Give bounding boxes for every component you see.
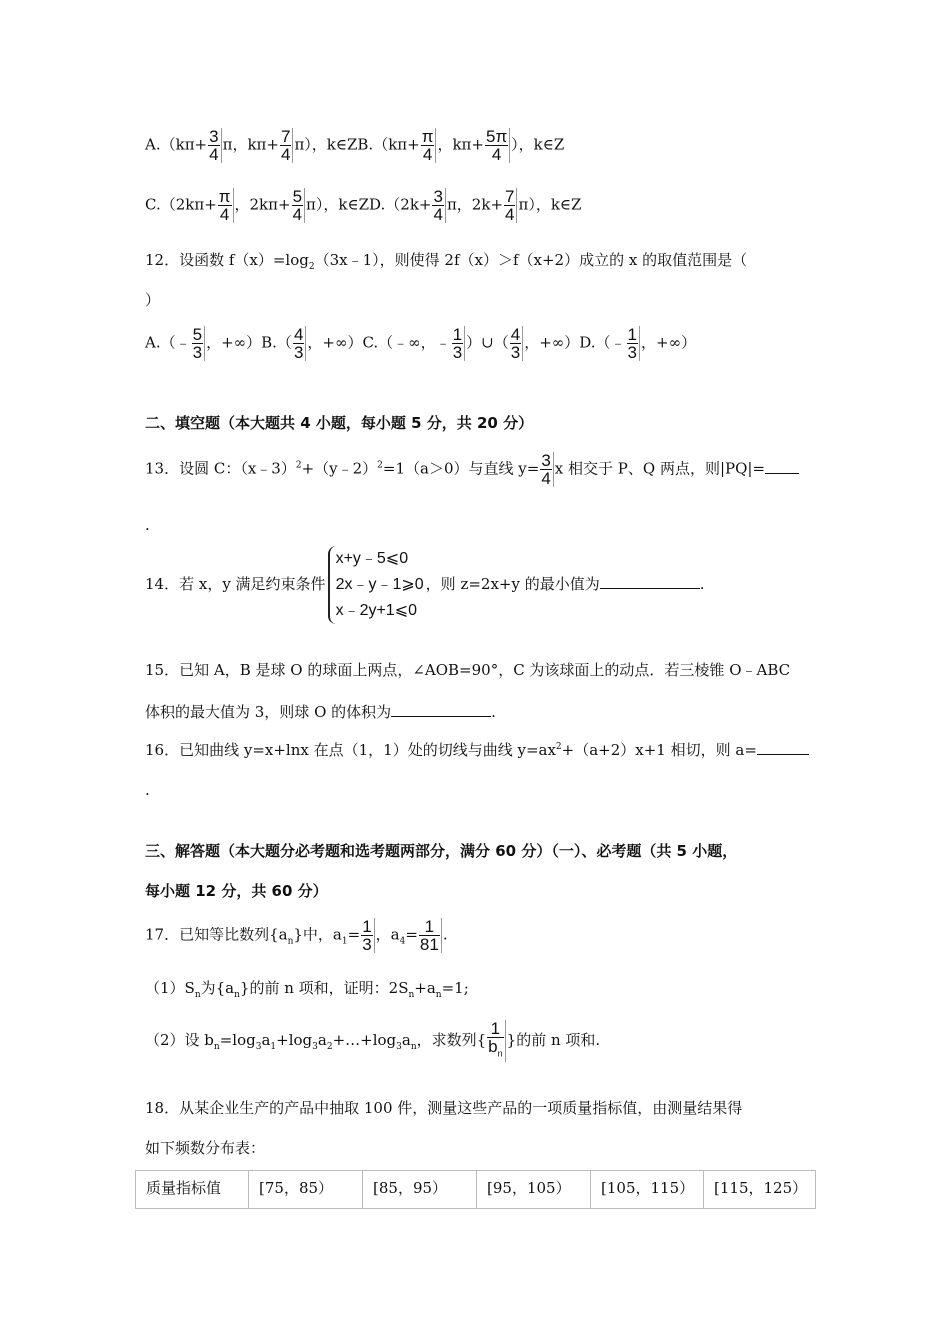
q15-line2: 体积的最大值为 3，则球 O 的体积为 . — [145, 703, 496, 721]
fraction: $\frac{7}{4}$ — [504, 188, 517, 223]
fraction: $\frac{1}{3}$ — [452, 326, 465, 361]
frequency-table — [135, 1170, 816, 1209]
answer-blank[interactable] — [757, 739, 809, 755]
constraint-system: x+y﹣5⩽0 2x﹣y﹣1⩾0 x﹣2y+1⩽0 — [328, 546, 424, 624]
fraction: $\frac{\pi}{4}$ — [421, 128, 437, 163]
fraction: $\frac{5\pi}{4}$ — [485, 128, 510, 163]
table-cell: [115，125） — [704, 1171, 816, 1209]
fraction: $\frac{5}{4}$ — [292, 188, 305, 223]
fraction: $\frac{7}{4}$ — [280, 128, 293, 163]
q17-part2: （2）设 $b_n=\log_3a_1+\log_3a_2+\dots+\log_3a_n$，求数列{ $\frac{1}{b_n}$ }的前 n 项和. — [145, 1020, 600, 1062]
table-cell: 质量指标值 — [136, 1171, 249, 1209]
table-cell: [85，95） — [363, 1171, 477, 1209]
fraction: $\frac{3}{4}$ — [208, 128, 221, 163]
q11-option-ab: A.（kπ+ $\frac{3}{4}$ π，kπ+ $\frac{7}{4}$ π），k∈ZB.（kπ+ $\frac{\pi}{4}$ ，kπ+ $\frac{5\pi}{4}$ ），k∈Z — [145, 127, 565, 164]
q15-line1: 15．已知 A，B 是球 O 的球面上两点，∠AOB=90°，C 为该球面上的动点．若三棱锥 O﹣ABC — [145, 661, 791, 679]
fraction: $\frac{3}{4}$ — [540, 452, 553, 487]
q18-line2: 如下频数分布表： — [145, 1139, 266, 1157]
answer-blank[interactable] — [600, 573, 700, 589]
fraction: $\frac{1}{b_n}$ — [487, 1020, 505, 1062]
fraction: $\frac{4}{3}$ — [293, 326, 306, 361]
table-cell: [105，115） — [591, 1171, 704, 1209]
q16-dot: . — [145, 781, 150, 799]
q16: 16．已知曲线 y=x+lnx 在点（1，1）处的切线与曲线 $y=ax^2+(a+2)x+1$ 相切，则 a= — [145, 737, 809, 760]
section-heading-answer-line1: 三、解答题（本大题分必考题和选考题两部分，满分 60 分）（一）、必考题（共 5 小题， — [145, 842, 738, 860]
q14: 14．若 x，y 满足约束条件 x+y﹣5⩽0 2x﹣y﹣1⩾0 x﹣2y+1⩽0 ，则 z=2x+y 的最小值为 . — [145, 546, 705, 624]
q12-stem-end: ） — [145, 291, 161, 309]
table-cell: [75，85） — [249, 1171, 363, 1209]
q13-dot: . — [145, 516, 150, 534]
fraction: $\frac{1}{3}$ — [627, 326, 640, 361]
fraction: $\frac{5}{3}$ — [192, 326, 205, 361]
q17-part1: $(1)S_n$为$\{a_n\}$的前 n 项和，证明：$2S_n+a_n=1$; — [145, 979, 469, 1000]
q12-options: A.（﹣ $\frac{5}{3}$ ，+∞）B.（ $\frac{4}{3}$ ，+∞）C.（﹣∞，﹣ $\frac{1}{3}$ ）∪（ $\frac{4}{3}$ ，+∞）D.（﹣ $\frac{1}{3}$ ，+∞） — [145, 325, 697, 362]
q18-line1: 18．从某企业生产的产品中抽取 100 件，测量这些产品的一项质量指标值，由测量结果得 — [145, 1099, 743, 1117]
answer-blank[interactable] — [765, 458, 799, 474]
table-row — [136, 1171, 816, 1209]
q17-stem: 17．已知等比数列$\{a_n\}$中，$a_1=$ $\frac{1}{3}$ ，$a_4=$ $\frac{1}{81}$ . — [145, 917, 448, 954]
table-cell: [95，105） — [477, 1171, 591, 1209]
q11-option-cd: C.（2kπ+ $\frac{\pi}{4}$ ，2kπ+ $\frac{5}{4}$ π），k∈ZD.（2k+ $\frac{3}{4}$ π，2k+ $\frac{7}{4}$ π），k∈Z — [145, 187, 582, 224]
q13: 13．设圆 C：（x﹣3）$^2$+（y﹣2）$^2$=1（a＞0）与直线 y= $\frac{3}{4}$ x 相交于 P、Q 两点，则|PQ|= — [145, 452, 799, 487]
fraction: $\frac{4}{3}$ — [510, 326, 523, 361]
fraction: $\frac{1}{3}$ — [361, 918, 374, 953]
fraction: $\frac{1}{81}$ — [419, 918, 442, 953]
q12-stem: 12．设函数 $f(x)=\log_2(3x﹣1)$，则使得 2f（x）＞f（x+2）成立的 x 的取值范围是（ — [145, 251, 748, 272]
fraction: $\frac{3}{4}$ — [432, 188, 445, 223]
section-heading-fill-in: 二、填空题（本大题共 4 小题，每小题 5 分，共 20 分） — [145, 414, 534, 432]
answer-blank[interactable] — [391, 701, 491, 717]
section-heading-answer-line2: 每小题 12 分，共 60 分） — [145, 882, 328, 900]
fraction: $\frac{\pi}{4}$ — [218, 188, 234, 223]
